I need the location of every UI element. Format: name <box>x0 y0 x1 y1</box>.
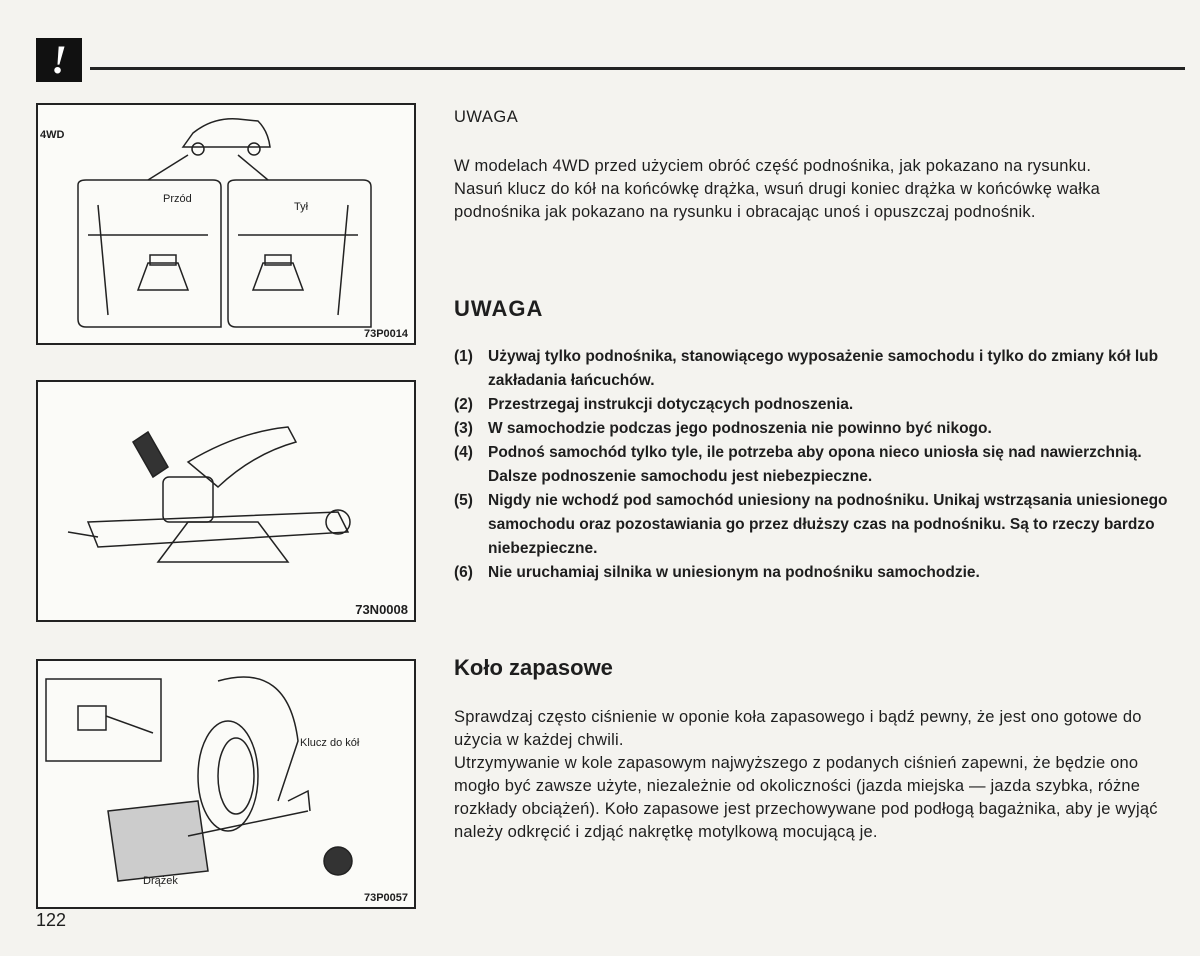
note-title: UWAGA <box>454 108 519 126</box>
note-paragraph: Nasuń klucz do kół na końcówkę drążka, wsuń drugi koniec drążka w końcówkę wałka podnośnika jak pokazano na rysunku i obracając unoś i opuszczaj podnośnik. <box>454 180 1101 221</box>
warning-item: (6) Nie uruchamiaj silnika w uniesionym na podnośniku samochodzie. <box>454 564 980 581</box>
warning-title: UWAGA <box>454 296 544 321</box>
spare-body <box>454 706 1184 844</box>
figure-code: 73P0057 <box>363 892 408 904</box>
header-rule <box>90 67 1185 70</box>
spare-paragraph: Sprawdzaj często ciśnienie w oponie koła zapasowego i bądź pewny, że jest ono gotowe do użycia w każdej chwili. <box>454 708 1142 749</box>
jack-handle-illustration <box>38 382 414 620</box>
jack-points-illustration <box>38 105 414 343</box>
badge-4wd: 4WD <box>40 129 65 141</box>
warning-item: (2) Przestrzegaj instrukcji dotyczących podnoszenia. <box>454 396 854 413</box>
label-rear: Tył <box>294 201 309 213</box>
spare-paragraph: Utrzymywanie w kole zapasowym najwyższego z podanych ciśnień zapewni, że będzie ono mogło być zawsze użyte, niezależnie od okoliczności (jazda miejska — jazda szybka, różne rozkłady obciążeń). Koło zapasowe jest przechowywane pod podłogą bagażnika, aby je wyjąć należy odkręcić i zdjąć nakrętkę motylkową mocującą je. <box>454 754 1158 841</box>
warning-item: (5) Nigdy nie wchodź pod samochód uniesiony na podnośniku. Unikaj wstrząsania uniesionego samochodu oraz pozostawiania go przez dłuższy czas na podnośniku. Są to rzeczy bardzo niebezpieczne. <box>454 492 1168 557</box>
figure-jack-handle <box>36 380 416 622</box>
warning-item: (4) Podnoś samochód tylko tyle, ile potrzeba aby opona nieco uniosła się nad nawierzchnią. Dalsze podnoszenie samochodu jest niebezpieczne. <box>454 444 1142 485</box>
figure-code: 73N0008 <box>355 602 408 617</box>
warning-list <box>454 345 1184 585</box>
note-paragraph: W modelach 4WD przed użyciem obróć część podnośnika, jak pokazano na rysunku. <box>454 157 1092 175</box>
page-number: 122 <box>36 910 67 930</box>
figure-spare-wheel <box>36 659 416 909</box>
spare-wheel-illustration <box>38 661 414 907</box>
label-front: Przód <box>163 193 192 205</box>
warning-item: (3) W samochodzie podczas jego podnoszenia nie powinno być nikogo. <box>454 420 992 437</box>
label-wheel-key: Klucz do kół <box>300 737 360 749</box>
note-body <box>454 155 1184 224</box>
label-bar: Drążek <box>143 875 178 887</box>
warning-mark-icon: ! <box>36 38 82 82</box>
figure-code: 73P0014 <box>363 328 408 340</box>
figure-4wd-jack-points <box>36 103 416 345</box>
warning-item: (1) Używaj tylko podnośnika, stanowiącego wyposażenie samochodu i tylko do zmiany kół lub zakładania łańcuchów. <box>454 348 1159 389</box>
section-title: Koło zapasowe <box>454 655 613 680</box>
